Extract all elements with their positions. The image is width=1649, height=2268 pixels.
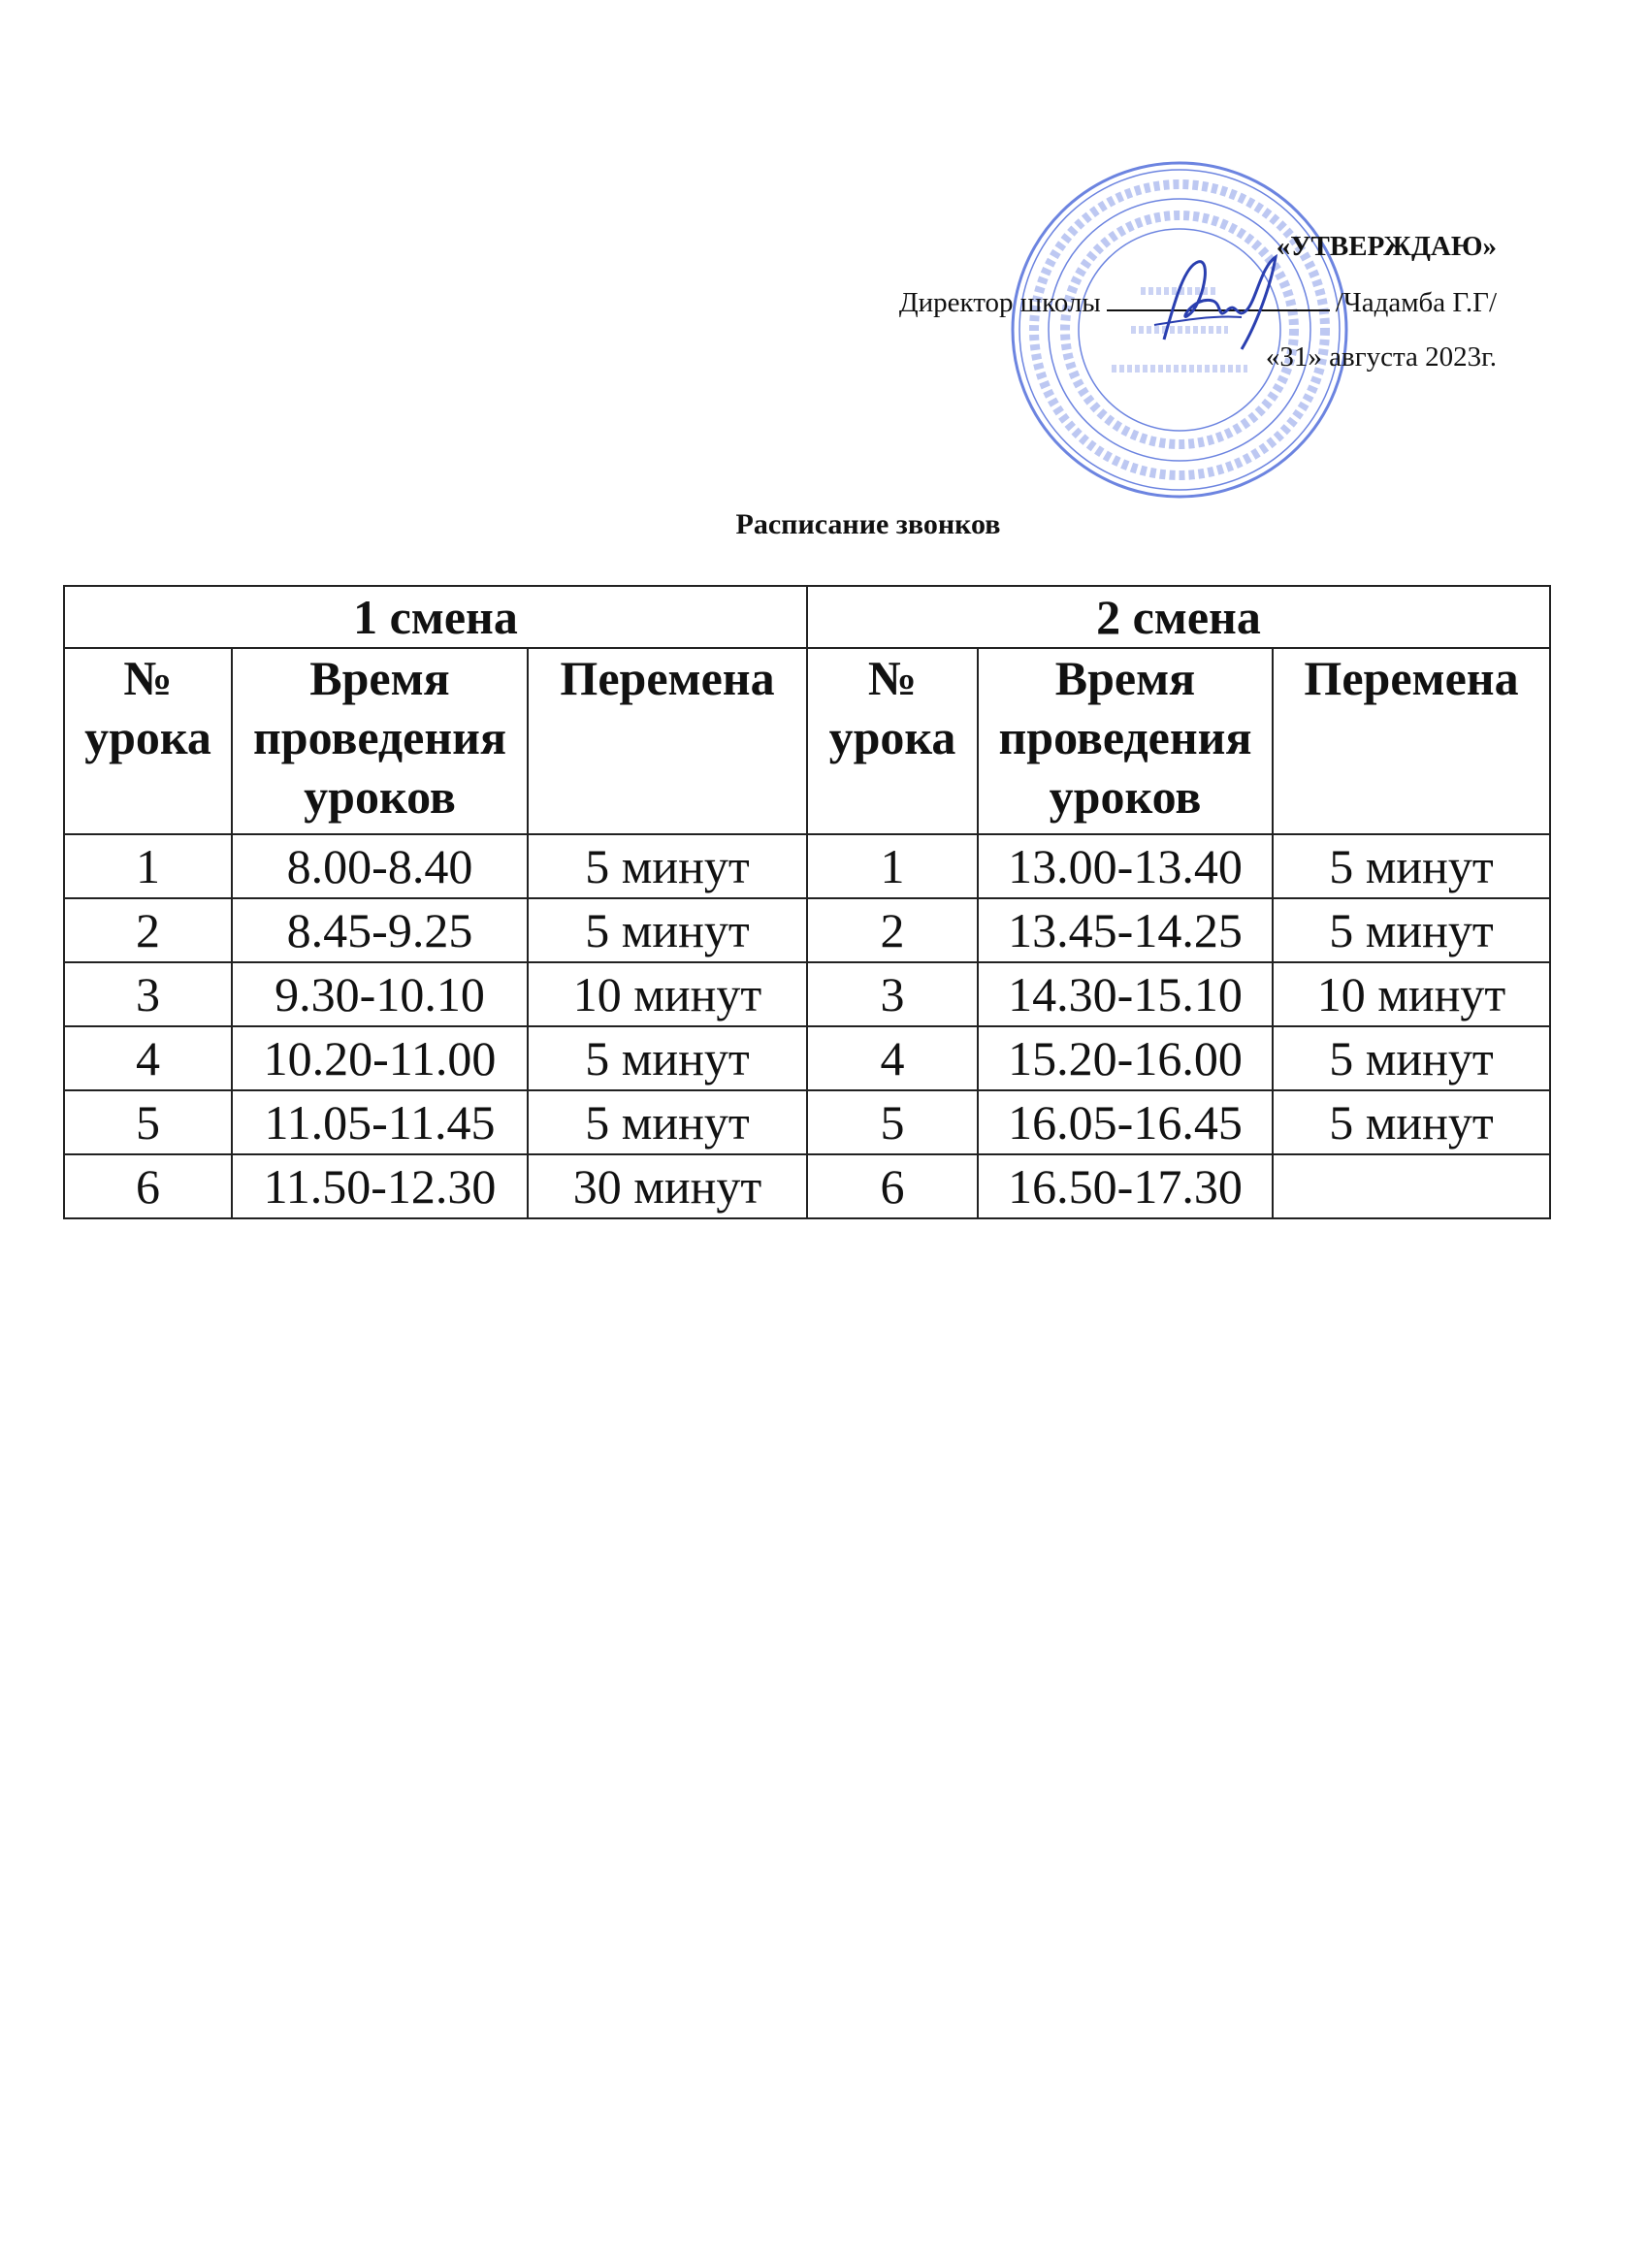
header-line: Время	[1054, 651, 1196, 705]
shift-2-header: 2 смена	[807, 586, 1550, 648]
break-duration: 5 минут	[1273, 834, 1550, 898]
lesson-number: 5	[64, 1090, 232, 1154]
header-line: урока	[828, 710, 956, 764]
break-duration: 5 минут	[528, 1090, 807, 1154]
break-duration: 5 минут	[528, 1026, 807, 1090]
lesson-time: 16.50-17.30	[978, 1154, 1273, 1218]
break-duration	[1273, 1154, 1550, 1218]
lesson-time: 15.20-16.00	[978, 1026, 1273, 1090]
table-row	[64, 1154, 1550, 1218]
break-duration: 5 минут	[528, 898, 807, 962]
lesson-number: 4	[807, 1026, 978, 1090]
lesson-time: 8.45-9.25	[232, 898, 528, 962]
approval-date: «31» августа 2023г.	[1265, 341, 1497, 373]
lesson-number: 5	[807, 1090, 978, 1154]
lesson-number: 3	[807, 962, 978, 1026]
column-header-time	[978, 648, 1273, 834]
table-row	[64, 834, 1550, 898]
lesson-time: 13.45-14.25	[978, 898, 1273, 962]
column-header-lesson-no	[807, 648, 978, 834]
column-header-lesson-no	[64, 648, 232, 834]
lesson-time: 16.05-16.45	[978, 1090, 1273, 1154]
break-duration: 5 минут	[528, 834, 807, 898]
lesson-number: 6	[807, 1154, 978, 1218]
break-duration: 30 минут	[528, 1154, 807, 1218]
director-label: Директор школы	[898, 287, 1101, 318]
lesson-number: 3	[64, 962, 232, 1026]
break-duration: 5 минут	[1273, 1026, 1550, 1090]
lesson-time: 11.50-12.30	[232, 1154, 528, 1218]
table-row	[64, 962, 1550, 1026]
bell-schedule-table	[63, 585, 1551, 1219]
shift-1-header: 1 смена	[64, 586, 807, 648]
header-line: уроков	[304, 769, 456, 824]
lesson-number: 6	[64, 1154, 232, 1218]
lesson-time: 9.30-10.10	[232, 962, 528, 1026]
lesson-number: 1	[807, 834, 978, 898]
approval-heading: «УТВЕРЖДАЮ»	[1276, 231, 1497, 262]
lesson-time: 8.00-8.40	[232, 834, 528, 898]
break-duration: 5 минут	[1273, 898, 1550, 962]
header-line: Время	[309, 651, 450, 705]
break-duration: 10 минут	[528, 962, 807, 1026]
column-header-break: Перемена	[1273, 648, 1550, 834]
lesson-time: 10.20-11.00	[232, 1026, 528, 1090]
header-line: уроков	[1049, 769, 1202, 824]
lesson-number: 4	[64, 1026, 232, 1090]
table-row	[64, 1026, 1550, 1090]
header-line: урока	[84, 710, 211, 764]
lesson-number: 2	[64, 898, 232, 962]
lesson-time: 14.30-15.10	[978, 962, 1273, 1026]
header-line: проведения	[998, 710, 1252, 764]
lesson-time: 13.00-13.40	[978, 834, 1273, 898]
document-title: Расписание звонков	[735, 508, 1001, 540]
break-duration: 5 минут	[1273, 1090, 1550, 1154]
break-duration: 10 минут	[1273, 962, 1550, 1026]
director-name: /Чадамба Г.Г/	[1335, 287, 1497, 318]
table-row	[64, 898, 1550, 962]
lesson-number: 2	[807, 898, 978, 962]
header-line: №	[867, 651, 918, 705]
handwritten-signature	[1145, 247, 1290, 354]
lesson-number: 1	[64, 834, 232, 898]
table-row	[64, 1090, 1550, 1154]
header-line: проведения	[252, 710, 507, 764]
column-header-time	[232, 648, 528, 834]
lesson-time: 11.05-11.45	[232, 1090, 528, 1154]
header-line: №	[123, 651, 173, 705]
column-header-break: Перемена	[528, 648, 807, 834]
